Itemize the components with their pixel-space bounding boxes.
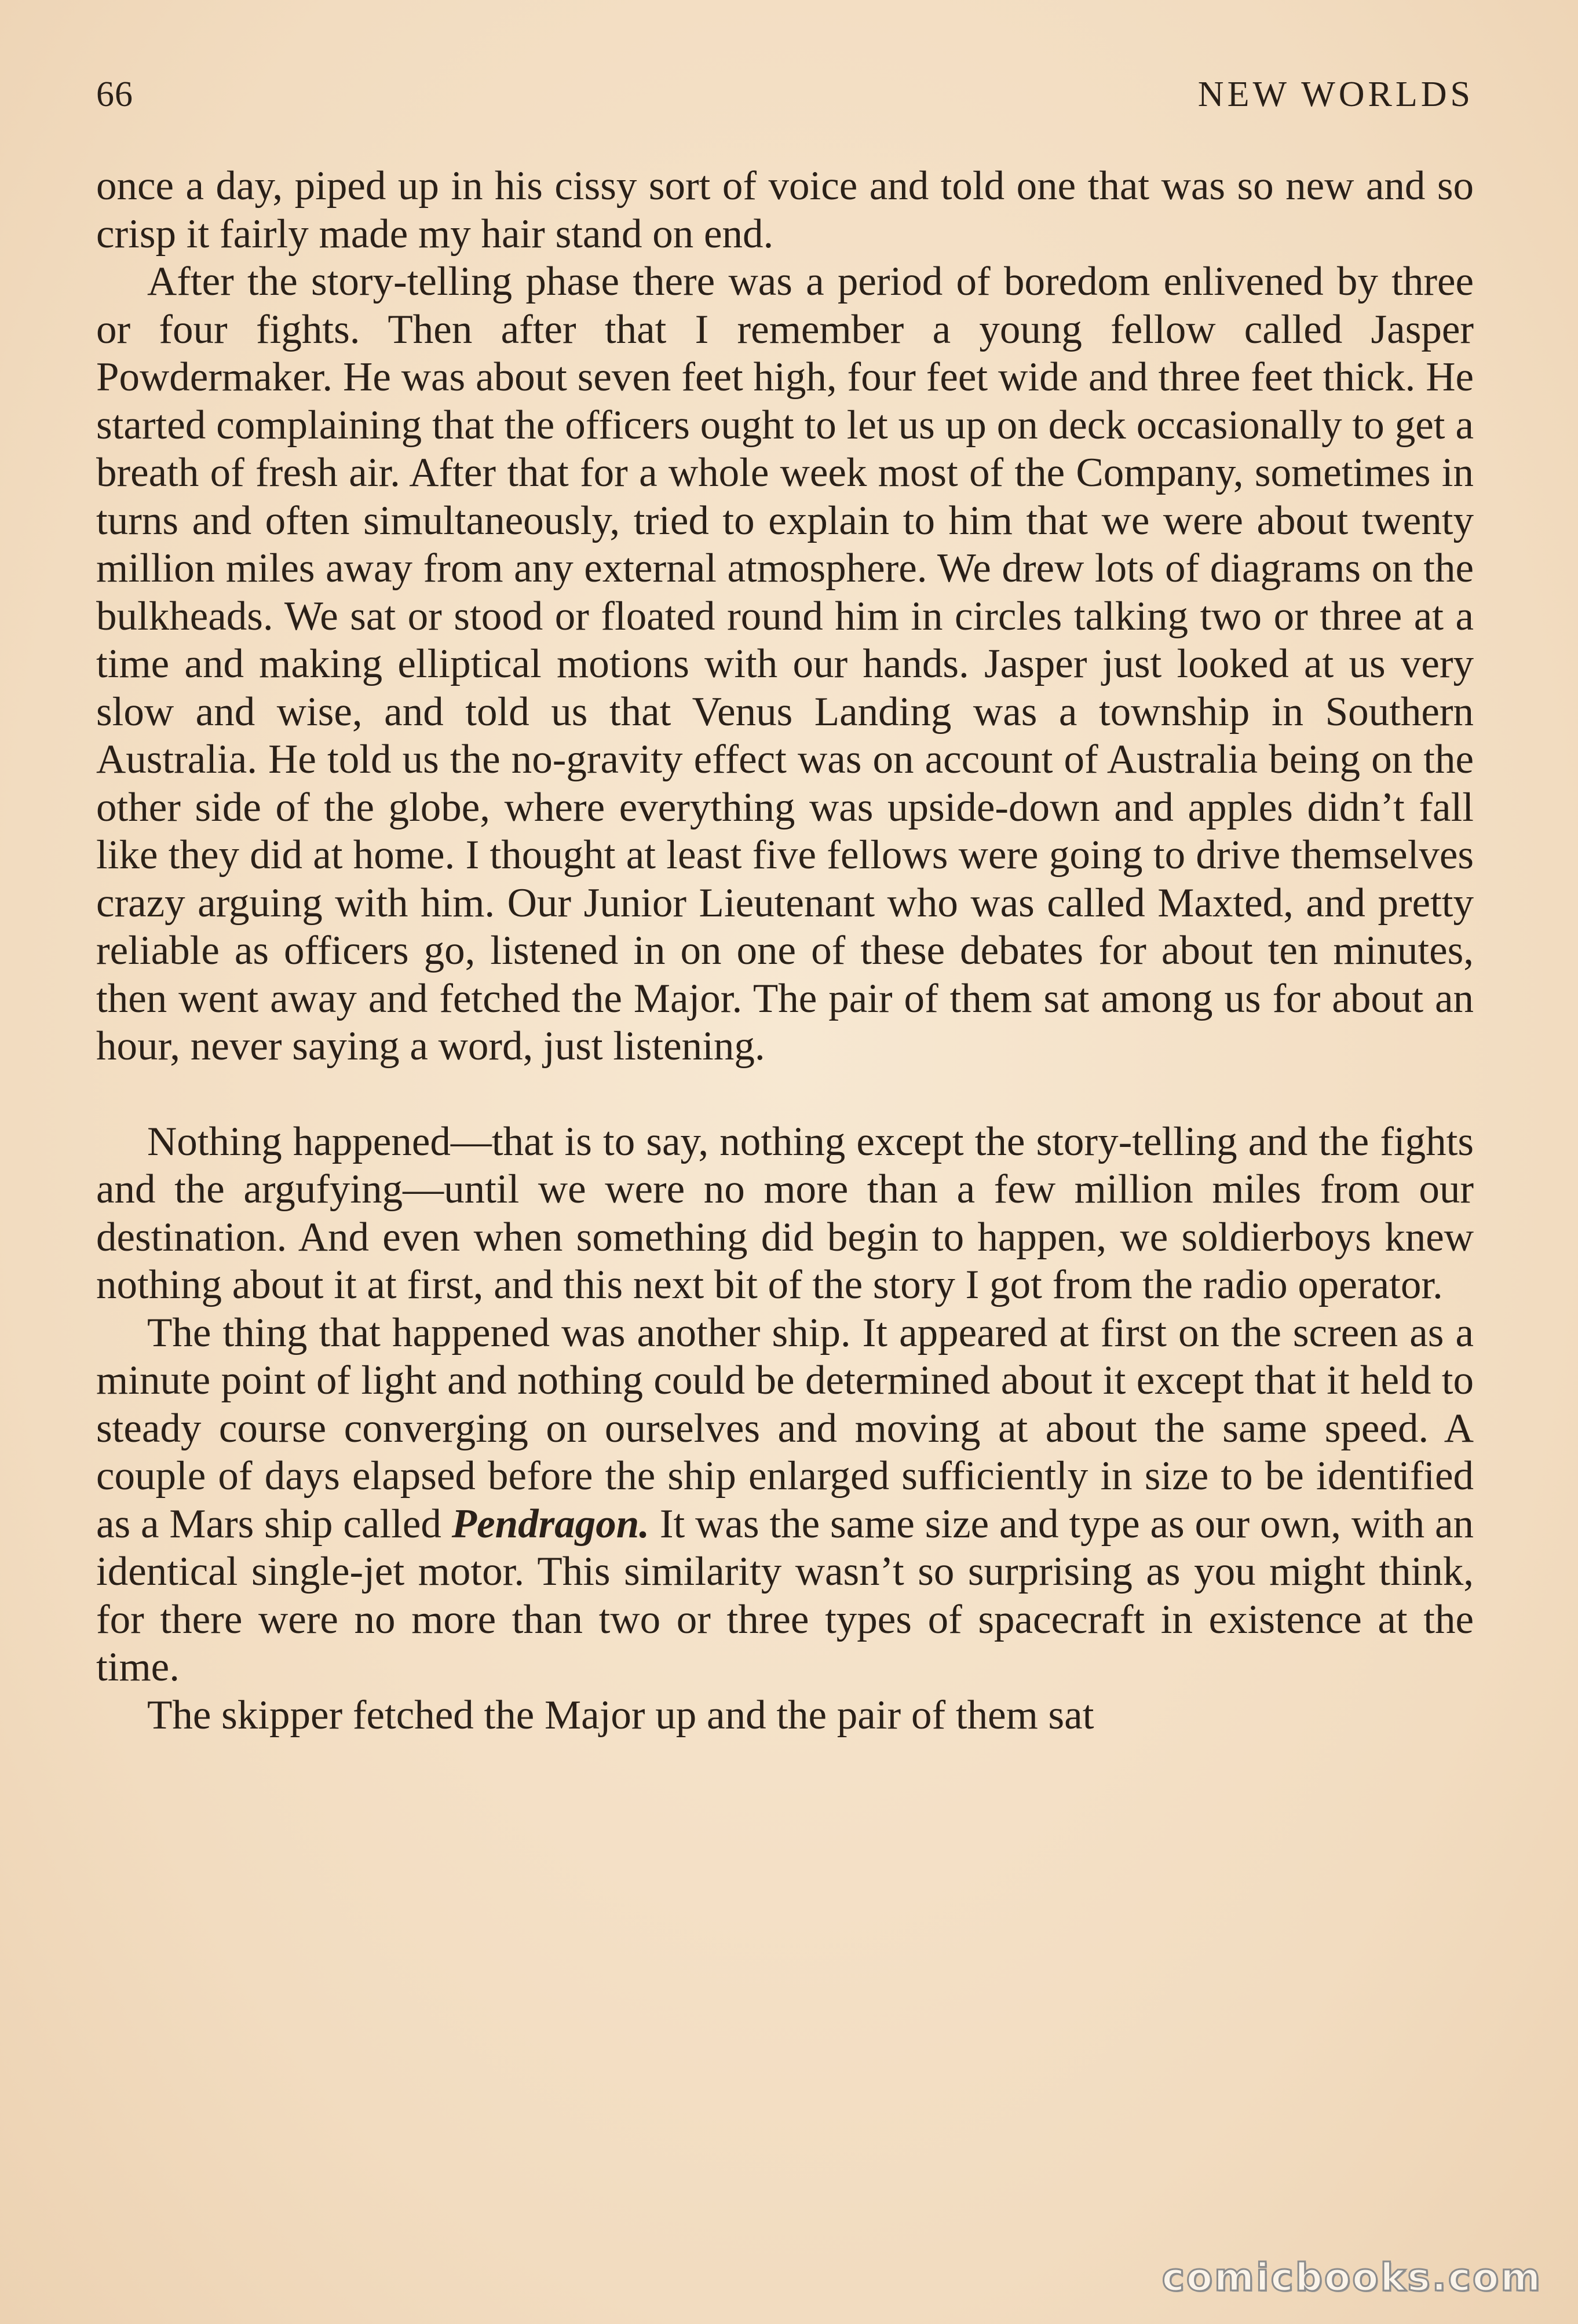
ship-paragraph-text-before: The thing that happened was another ship. It appeared at first on the screen as a minute point of light and nothing could be determined about it except that it held to steady course converging on ourselves and moving at about the same speed. A couple of days elapsed before the ship enlarged sufficiently in size to be identified as a Mars ship called xyxy=(96,1310,1474,1547)
page-header xyxy=(96,74,1474,132)
paragraph-skipper: The skipper fetched the Major up and the pair of them sat xyxy=(147,1692,1094,1738)
paragraph-another-ship xyxy=(96,1309,1474,1691)
watermark-logo: comicbooks.com xyxy=(1161,2255,1542,2300)
page-number: 66 xyxy=(96,75,133,114)
ship-name: Pendragon. xyxy=(451,1501,649,1547)
paragraph-continuation: once a day, piped up in his cissy sort of voice and told one that was so new and so crisp it fairly made my hair stand on end. xyxy=(96,163,1474,257)
ship-paragraph-text-after: It was the same size and type as our own, with an identical single-jet motor. This similarity wasn’t so surprising as you might think, for there were no more than two or three types of spacecraft in existence at the time. xyxy=(96,1501,1474,1690)
running-title: NEW WORLDS xyxy=(1197,75,1474,114)
paragraph-nothing-happened: Nothing happened—that is to say, nothing except the story-telling and the fights and the argufying—until we were no more than a few million miles from our destination. And even when something did begin to happen, we soldierboys knew nothing about it at first, and this next bit of the story I got from the radio operator. xyxy=(96,1119,1474,1307)
paragraph-jasper: After the story-telling phase there was a period of boredom enlivened by three or four fights. Then after that I remember a young fellow called Jasper Powdermaker. He was about seven feet high, four feet wide and three feet thick. He started complaining that the officers ought to let us up on deck occasionally to get a breath of fresh air. After that for a whole week most of the Company, sometimes in turns and often simultaneously, tried to explain to him that we were about twenty million miles away from any external atmosphere. We drew lots of diagrams on the bulkheads. We sat or stood or floated round him in circles talking two or three at a time and making elliptical motions with our hands. Jasper just looked at us very slow and wise, and told us that Venus Landing was a township in Southern Australia. He told us the no-gravity effect was on account of Australia being on the other side of the globe, where everything was upside-down and apples didn’t fall like they did at home. I thought at least five fellows were going to drive themselves crazy arguing with him. Our Junior Lieutenant who was called Maxted, and pretty reliable as officers go, listened in on one of these debates for about ten minutes, then went away and fetched the Major. The pair of them sat among us for about an hour, never saying a word, just listening. xyxy=(96,259,1474,1069)
body-text xyxy=(96,162,1474,1739)
